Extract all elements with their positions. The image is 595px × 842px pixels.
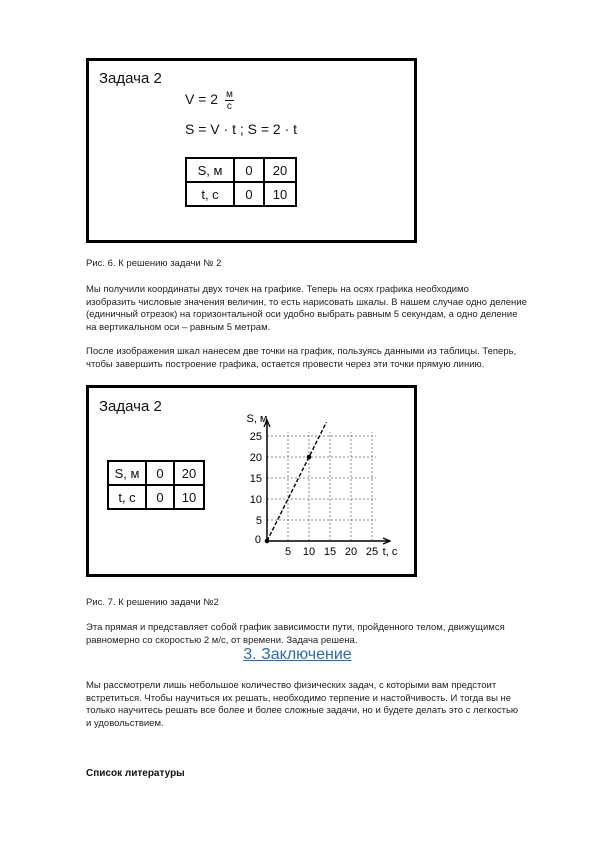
text-line: равномерно со скоростью 2 м/с, от времени. Задача решена. xyxy=(86,634,358,646)
table-row xyxy=(108,461,204,485)
y-tick-label: 25 xyxy=(249,431,262,443)
distance-time-chart xyxy=(239,398,399,568)
y-axis-label: S, м xyxy=(246,413,268,425)
x-tick-label: 5 xyxy=(284,546,292,558)
figure-7 xyxy=(86,385,417,577)
y-tick-label: 20 xyxy=(249,452,262,464)
data-table xyxy=(185,157,297,207)
table-cell: 20 xyxy=(174,461,204,485)
text-line: После изображения шкал нанесем две точки на график, пользуясь данными из таблицы. Теперь, xyxy=(86,346,517,357)
table-row xyxy=(108,485,204,509)
figure-7-caption: Рис. 7. К решению задачи №2 xyxy=(86,597,219,608)
unit-numerator: м xyxy=(225,89,233,100)
data-point xyxy=(265,539,270,544)
text-line: только научитесь решать все более и более сложные задачи, но и будете делать это с легкостью xyxy=(86,705,519,716)
table-cell: t, с xyxy=(108,485,146,509)
x-tick-label: 25 xyxy=(365,546,379,558)
table-cell: t, с xyxy=(186,182,234,206)
table-cell: 20 xyxy=(264,158,296,182)
section-heading[interactable]: 3. Заключение xyxy=(243,646,352,663)
paragraph-scales xyxy=(86,284,556,334)
text-line: Эта прямая и представляет собой график зависимости пути, пройденного телом, движущимся xyxy=(86,622,505,633)
figure-6-caption: Рис. 6. К решению задачи № 2 xyxy=(86,258,222,269)
text-line: Мы получили координаты двух точек на графике. Теперь на осях графика необходимо xyxy=(86,284,469,295)
figure-6-title: Задача 2 xyxy=(99,70,162,87)
text-line: встретиться. Чтобы научиться их решать, необходимо терпение и настойчивость. И тогда вы не xyxy=(86,692,512,704)
table-cell: 10 xyxy=(264,182,296,206)
data-point xyxy=(307,455,312,460)
text-line: Мы рассмотрели лишь небольшое количество физических задач, с которыми вам предстоит xyxy=(86,680,497,691)
x-tick-label: 20 xyxy=(344,546,358,558)
table-cell: 0 xyxy=(146,485,174,509)
table-cell: 10 xyxy=(174,485,204,509)
text-line: чтобы завершить построение графика, остается провести через эти точки прямую линию. xyxy=(86,358,485,370)
table-cell: 0 xyxy=(146,461,174,485)
paragraph-conclusion-graph xyxy=(86,622,556,647)
velocity-formula xyxy=(185,89,234,112)
table-row xyxy=(186,182,296,206)
text-line: и удовольствием. xyxy=(86,717,164,729)
x-tick-label: 10 xyxy=(302,546,316,558)
figure-7-title: Задача 2 xyxy=(99,398,162,415)
y-tick-label: 10 xyxy=(249,494,262,506)
velocity-value: V = 2 xyxy=(185,91,219,108)
figure-6 xyxy=(86,58,417,243)
paragraph-summary xyxy=(86,680,556,730)
distance-formula: S = V · t ; S = 2 · t xyxy=(185,121,298,137)
table-cell: 0 xyxy=(234,182,264,206)
table-cell: 0 xyxy=(234,158,264,182)
y-tick-label: 5 xyxy=(255,515,262,527)
text-line: изобразить числовые значения величин, то есть нарисовать шкалы. В нашем случае одно деление xyxy=(86,296,527,308)
x-tick-label: 15 xyxy=(323,546,337,558)
series-line xyxy=(267,422,326,541)
x-axis-label: t, с xyxy=(382,546,398,558)
table-row xyxy=(186,158,296,182)
bibliography-heading: Список литературы xyxy=(86,768,185,779)
origin-label: 0 xyxy=(254,534,261,546)
paragraph-points xyxy=(86,346,556,371)
text-line: (единичный отрезок) на горизонтальной оси удобно выбрать равным 5 секундам, а одно деление xyxy=(86,309,518,320)
table-cell: S, м xyxy=(186,158,234,182)
data-table xyxy=(107,460,205,510)
y-tick-label: 15 xyxy=(249,473,262,485)
unit-fraction xyxy=(225,89,234,112)
table-cell: S, м xyxy=(108,461,146,485)
text-line: на вертикальном оси – равным 5 метрам. xyxy=(86,321,271,333)
unit-denominator: с xyxy=(226,101,232,112)
